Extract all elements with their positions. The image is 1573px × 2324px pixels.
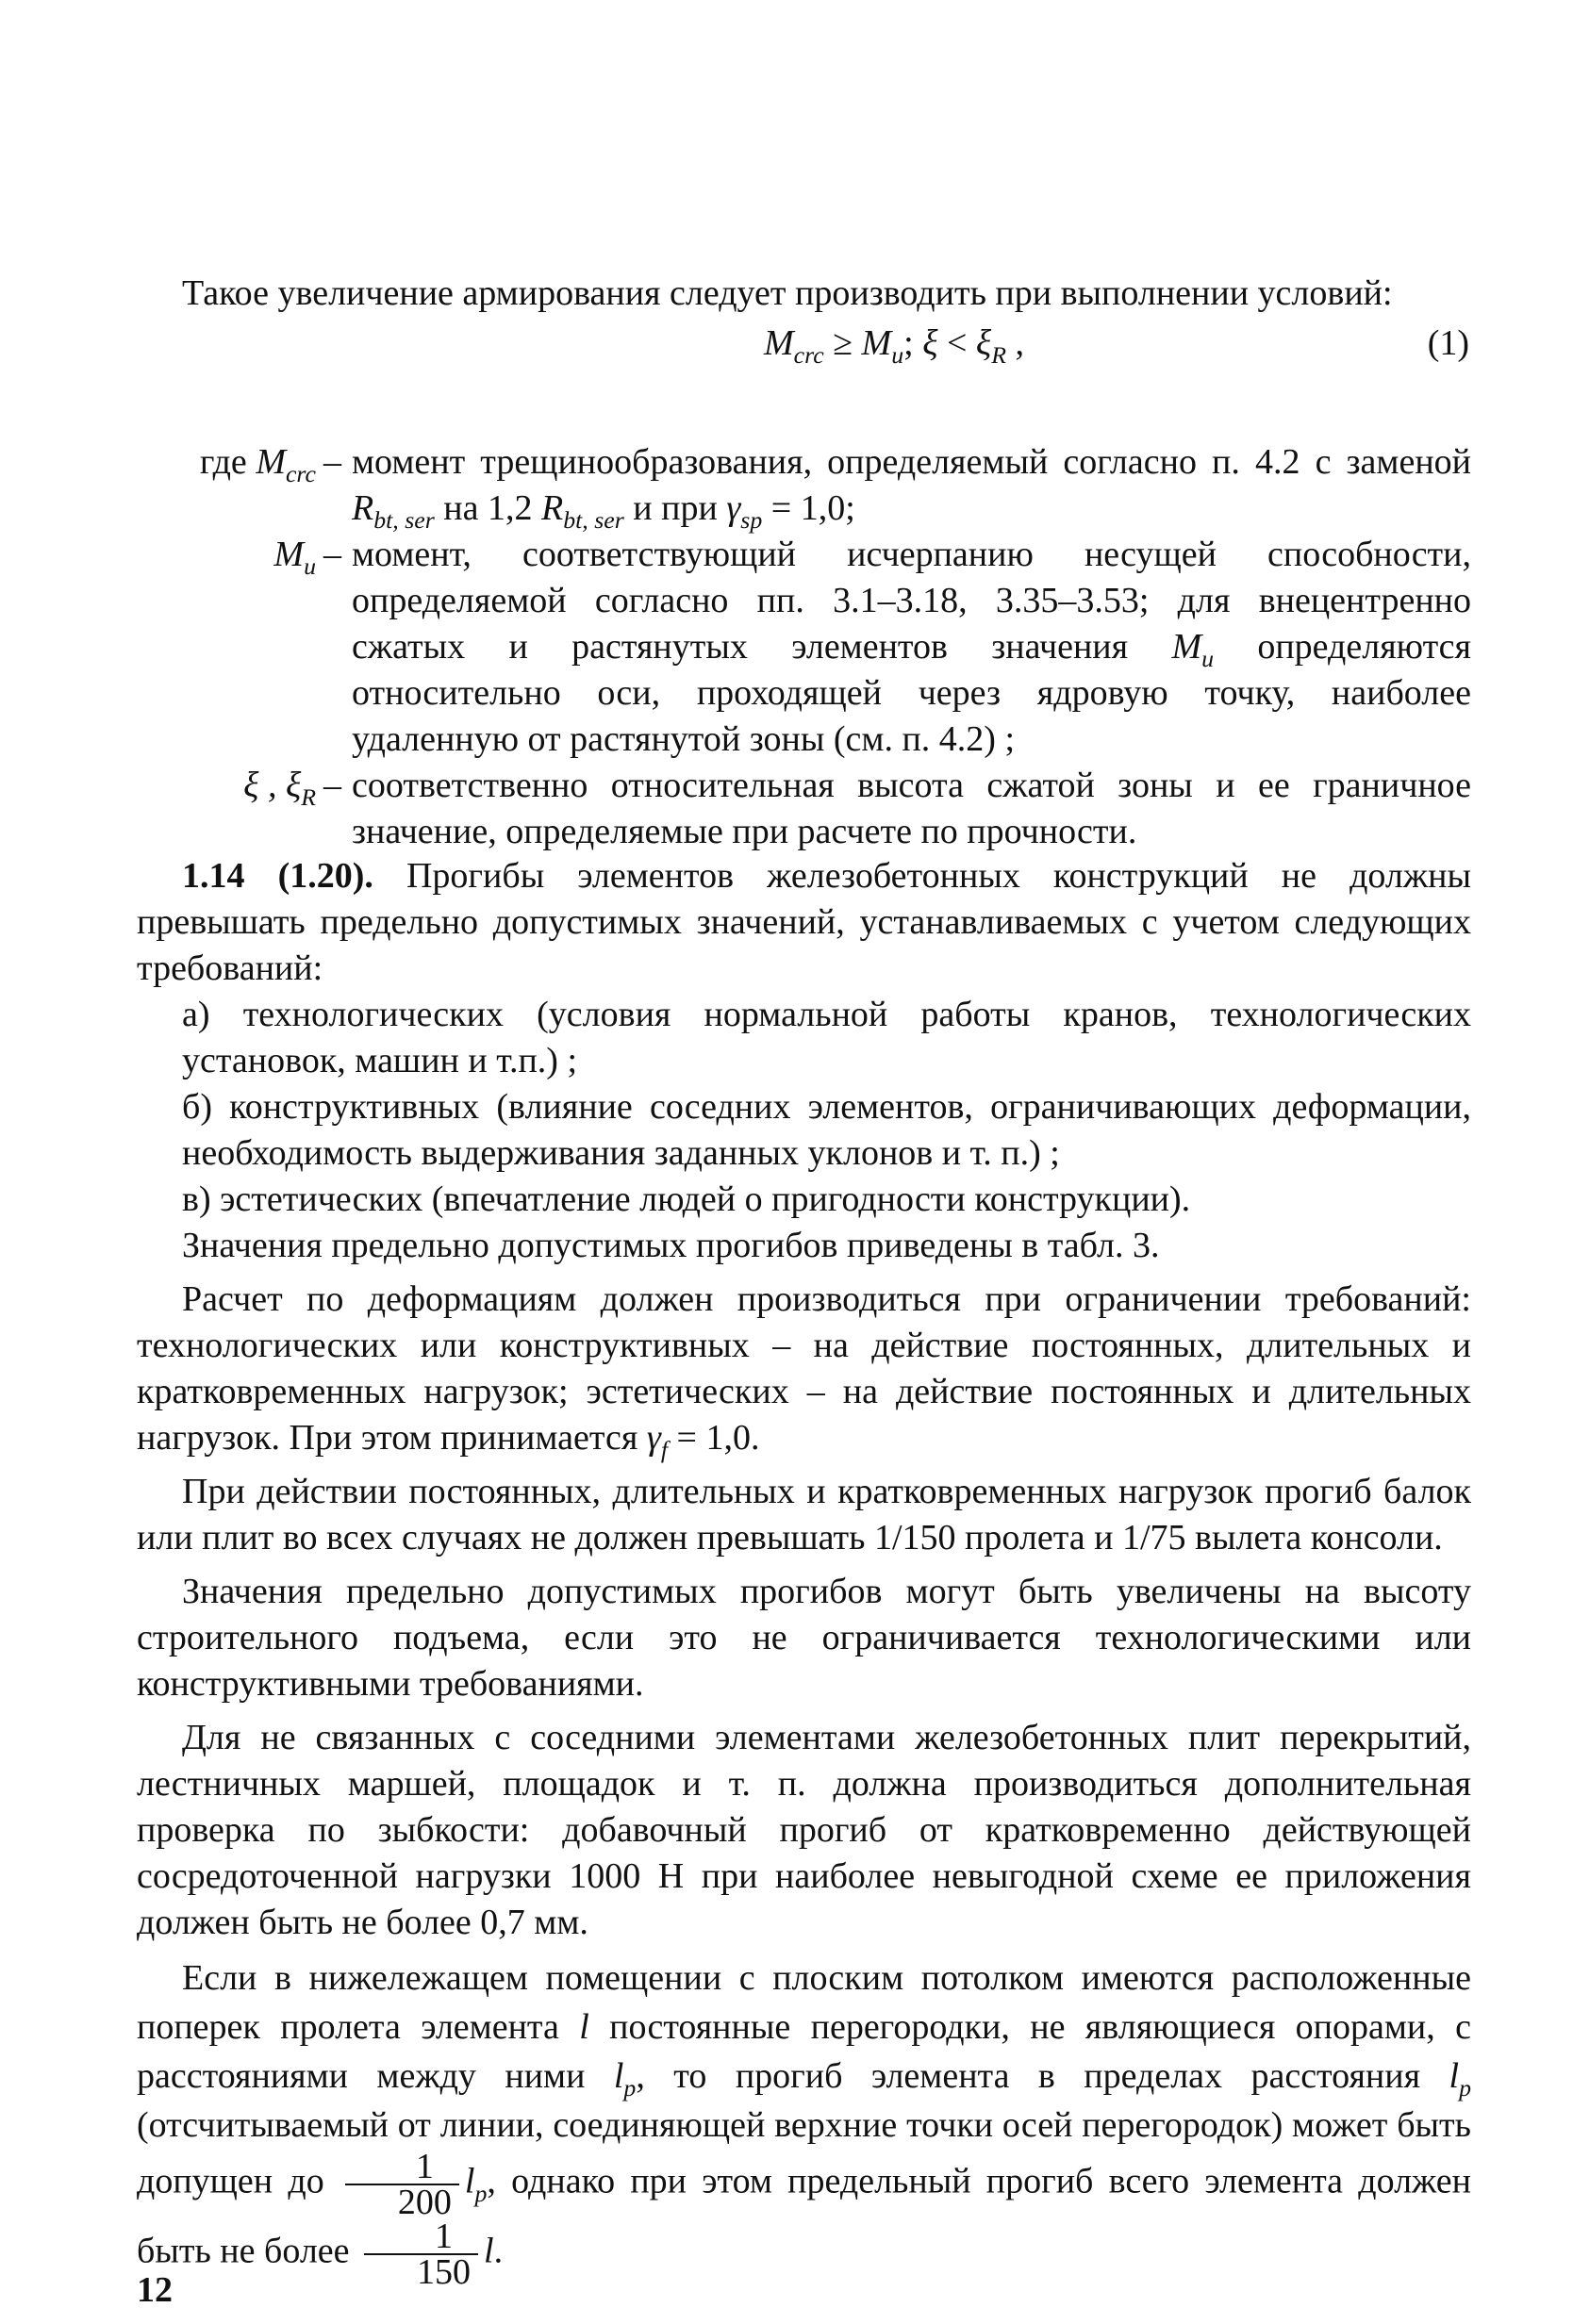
definitions-list	[137, 439, 1471, 855]
formula-line	[137, 321, 1471, 373]
list-item: в) эстетических (впечатление людей о пригодности конструкции).	[182, 1179, 1191, 1219]
section-number: 1.14 (1.20).	[182, 856, 373, 896]
partitions-paragraph: Если в нижележащем помещении с плоским потолком имеются расположенные поперек пролета элемента l постоянные перегородки, не являющиеся опорами, с расстояниями между ними $l_p$, то прогиб элемента в пределах расстояния $l_p$ (отсчитываемый от линии, соединяющей верхние точки осей перегородок) может быть допущен до $\frac{1}{200}$ $l_p$, однако при этом предельный прогиб всего элемента должен быть не более $\frac{1}{150}$ l.	[137, 1958, 1472, 2292]
camber-paragraph: Значения предельно допустимых прогибов могут быть увеличены на высоту строительного подъема, если это не ограничивается технологическими или конструктивными требованиями.	[137, 1572, 1471, 1704]
formula-expression: $M_{crc} \ge M_u$; $\xi < \xi_R$ ,	[764, 323, 1024, 370]
definition-text: момент трещинообразования, определяемый согласно п. 4.2 с заменой $R_{bt, ser}$ на 1,2 $R_{bt, ser}$ и при $\gamma_{sp} = 1,0$;	[352, 442, 1471, 535]
definition-symbol: $M_u$	[273, 535, 316, 581]
definition-text: соответственно относительная высота сжатой зоны и ее граничное значение, определяемые при расчете по прочности.	[352, 766, 1471, 851]
section-paragraph: 1.14 (1.20). Прогибы элементов железобетонных конструкций не должны превышать предельно допустимых значений, устанавливаемых с учетом следующих требований:	[137, 856, 1471, 988]
deformation-paragraph: Расчет по деформациям должен производиться при ограничении требований: технологических или конструктивных – на действие постоянных, длительных и кратковременных нагрузок; эстетических – на действие постоянных и длительных нагрузок. При этом принимается $\gamma_f = 1,0$.	[137, 1279, 1471, 1464]
main-body	[137, 853, 1472, 2292]
fraction-1-200: $\frac{1}{200}$	[345, 2150, 459, 2219]
definition-text: момент, соответствующий исчерпанию несущей способности, определяемой согласно пп. 3.1–3.18, 3.35–3.53; для внецентренно сжатых и растянутых элементов значения $M_u$ определяются относительно оси, проходящей через ядровую точку, наиболее удаленную от растянутой зоны (см. п. 4.2) ;	[352, 535, 1471, 759]
vibration-paragraph: Для не связанных с соседними элементами железобетонных плит перекрытий, лестничных маршей, площадок и т. п. должна производиться дополнительная проверка по зыбкости: добавочный прогиб от кратковременно действующей сосредоточенной нагрузки 1000 Н при наиболее невыгодной схеме ее приложения должен быть не более 0,7 мм.	[137, 1718, 1471, 1942]
definition-xi: ξ , $\xi_R$ – соответственно относительная высота сжатой зоны и ее граничное значение, определяемые при расчете по прочности.	[137, 763, 1471, 855]
definition-symbol: ξ , $\xi_R$	[243, 766, 316, 812]
requirements-list	[137, 992, 1471, 1223]
definition-symbol: где $M_{crc}$	[199, 442, 316, 488]
page-number: 12	[137, 2270, 173, 2310]
limits-paragraph: При действии постоянных, длительных и кратковременных нагрузок прогиб балок или плит во всех случаях не должен превышать 1/150 пролета и 1/75 вылета консоли.	[137, 1472, 1471, 1558]
intro-block	[137, 271, 1471, 373]
list-item: б) конструктивных (влияние соседних элементов, ограничивающих деформации, необходимость выдерживания заданных уклонов и т. п.) ;	[182, 1087, 1471, 1173]
list-item: а) технологических (условия нормальной работы кранов, технологических установок, машин и т.п.) ;	[182, 995, 1471, 1080]
definition-mu: $M_u$ – момент, соответствующий исчерпанию несущей способности, определяемой согласно пп. 3.1–3.18, 3.35–3.53; для внецентренно сжатых и растянутых элементов значения $M_u$ определяются относительно оси, проходящей через ядровую точку, наиболее удаленную от растянутой зоны (см. п. 4.2) ;	[137, 532, 1471, 763]
fraction-1-150: $\frac{1}{150}$	[364, 2219, 478, 2289]
equation-number: (1)	[1427, 323, 1469, 363]
table-reference-paragraph: Значения предельно допустимых прогибов приведены в табл. 3.	[182, 1226, 1160, 1265]
intro-paragraph: Такое увеличение армирования следует производить при выполнении условий:	[182, 273, 1393, 313]
definition-mcrc: где $M_{crc}$ – момент трещинообразования, определяемый согласно п. 4.2 с заменой $R_{bt, ser}$ на 1,2 $R_{bt, ser}$ и при $\gamma_{sp} = 1,0$;	[137, 439, 1471, 532]
